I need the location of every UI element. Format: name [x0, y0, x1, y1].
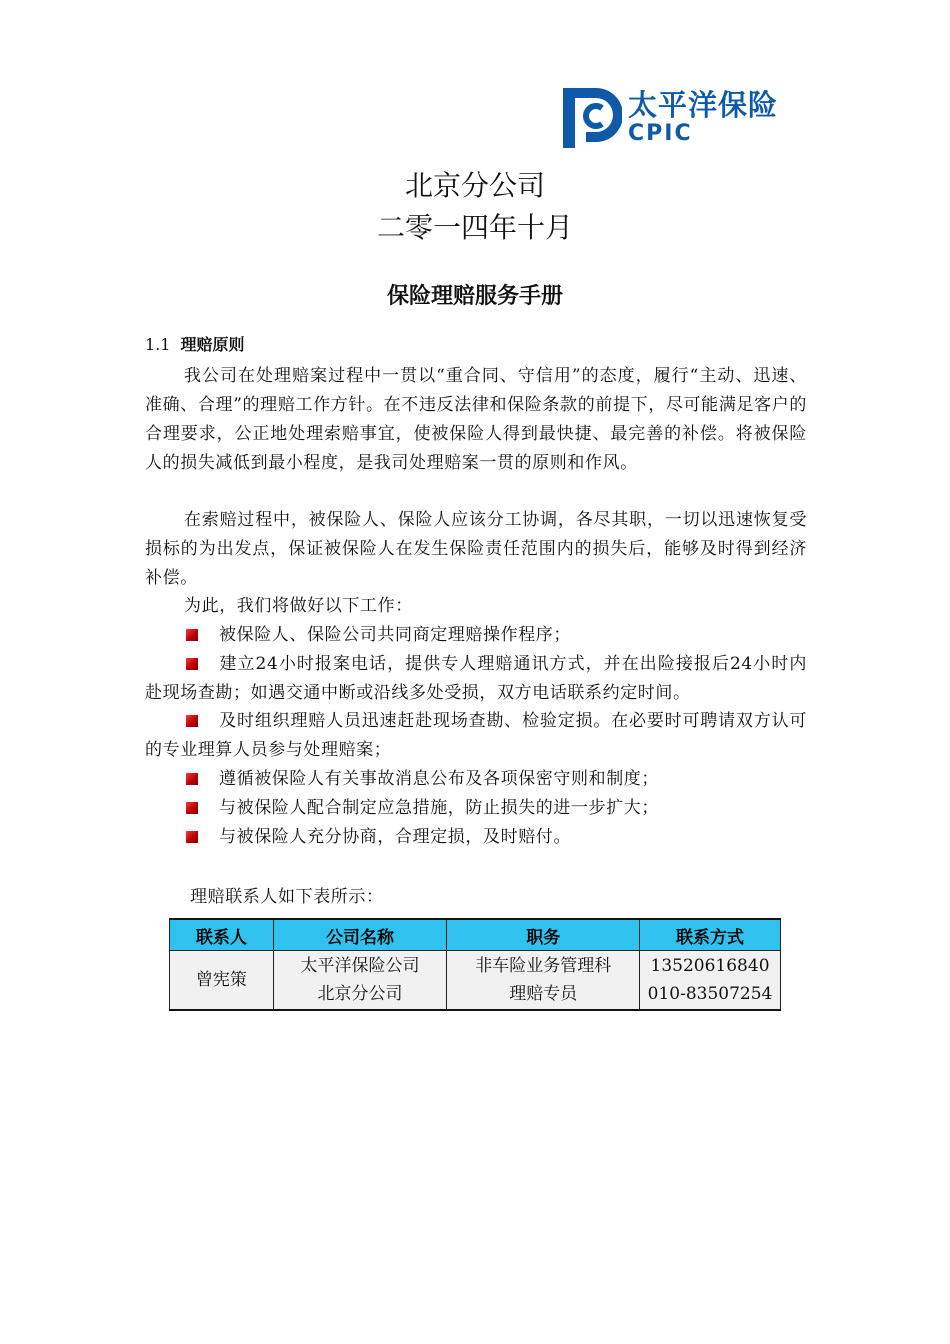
- bullet-text: 被保险人、保险公司共同商定理赔操作程序；: [219, 625, 571, 645]
- paragraph-principle: 我公司在处理赔案过程中一贯以“重合同、守信用”的态度，履行“主动、迅速、准确、合理”的理赔工作方针。在不违反法律和保险条款的前提下，尽可能满足客户的合理要求，公正地处理索赔事宜，使被保险人得到最快捷、最完善的补偿。将被保险人的损失减低到最小程度，是我司处理赔案一贯的原则和作风。: [145, 366, 807, 473]
- branch-name: 北京分公司: [404, 169, 545, 202]
- paragraph-commitment-intro: 为此，我们将做好以下工作：: [184, 596, 413, 616]
- cell-company: [273, 951, 447, 1011]
- table-row: [170, 951, 781, 1011]
- contact-table: [169, 918, 781, 1011]
- red-square-bullet-icon: [186, 715, 198, 727]
- section-number: 1.1: [145, 335, 171, 354]
- section-heading: [145, 333, 244, 357]
- company-line-1: 太平洋保险公司: [300, 956, 420, 976]
- cell-phone: [640, 951, 781, 1011]
- bullet-item: [145, 650, 807, 708]
- position-line-1: 非车险业务管理科: [475, 956, 612, 976]
- bullet-item: [145, 765, 807, 794]
- header-contact: 联系人: [170, 919, 274, 951]
- table-intro: 理赔联系人如下表所示：: [190, 887, 384, 907]
- header-contact-info: 联系方式: [640, 919, 781, 951]
- header-position: 职务: [447, 919, 640, 951]
- cell-contact-name: [170, 951, 274, 1011]
- logo-name-cn: 太平洋保险: [628, 88, 779, 122]
- office-phone: 010-83507254: [647, 984, 773, 1004]
- bullet-item: [145, 621, 807, 650]
- bullet-item: [145, 823, 807, 852]
- cpic-logo-icon: [562, 86, 622, 150]
- contact-name: 曾宪策: [195, 970, 247, 990]
- mobile-phone: 13520616840: [650, 956, 770, 976]
- red-square-bullet-icon: [186, 802, 198, 814]
- bullet-text: 遵循被保险人有关事故消息公布及各项保密守则和制度；: [219, 769, 659, 789]
- logo-name-en: CPIC: [628, 121, 693, 146]
- bullet-text: 及时组织理赔人员迅速赶赴现场查勘、检验定损。在必要时可聘请双方认可的专业理算人员参与处理赔案；: [145, 711, 807, 760]
- bullet-item: [145, 707, 807, 765]
- red-square-bullet-icon: [186, 629, 198, 641]
- bullet-text: 与被保险人充分协商，合理定损，及时赔付。: [219, 827, 571, 847]
- header-company: 公司名称: [273, 919, 447, 951]
- document-title: 保险理赔服务手册: [386, 284, 563, 309]
- cpic-logo: [562, 86, 802, 150]
- cell-position: [447, 951, 640, 1011]
- bullet-item: [145, 794, 807, 823]
- position-line-2: 理赔专员: [509, 984, 578, 1004]
- bullet-text: 与被保险人配合制定应急措施，防止损失的进一步扩大；: [219, 798, 659, 818]
- red-square-bullet-icon: [186, 773, 198, 785]
- red-square-bullet-icon: [186, 831, 198, 843]
- red-square-bullet-icon: [186, 658, 198, 670]
- paragraph-claim-process: 在索赔过程中，被保险人、保险人应该分工协调，各尽其职，一切以迅速恢复受损标的为出发点，保证被保险人在发生保险责任范围内的损失后，能够及时得到经济补偿。: [145, 510, 807, 588]
- section-title: 理赔原则: [180, 335, 245, 354]
- bullet-text: 建立24小时报案电话，提供专人理赔通讯方式，并在出险接报后24小时内赴现场查勘；如遇交通中断或沿线多处受损，双方电话联系约定时间。: [145, 654, 807, 703]
- table-header-row: [170, 919, 781, 951]
- issue-date: 二零一四年十月: [376, 211, 573, 244]
- company-line-2: 北京分公司: [317, 984, 403, 1004]
